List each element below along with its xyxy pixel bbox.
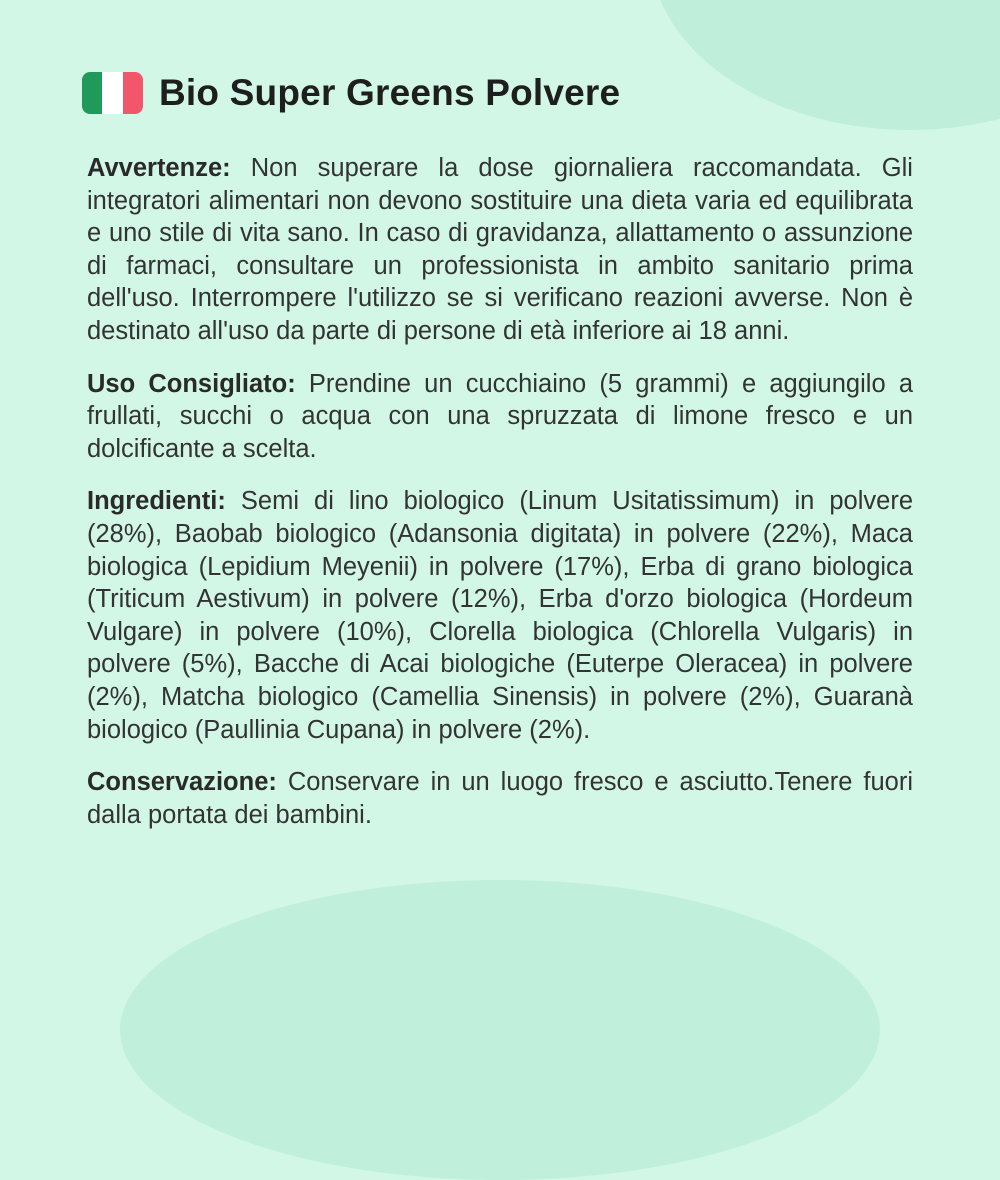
section-conservazione <box>87 766 913 831</box>
header <box>82 72 620 114</box>
section-label: Ingredienti: <box>87 487 226 516</box>
decorative-blob-bottom <box>120 880 880 1180</box>
italy-flag-icon <box>82 72 143 114</box>
product-info <box>87 152 913 851</box>
section-text: Non superare la dose giornaliera raccomandata. Gli integratori alimentari non devono sostituire una dieta varia ed equilibrata e uno stile di vita sano. In caso di gravidanza, allattamento o assunzione di farmaci, consultare un professionista in ambito sanitario prima dell'uso. Interrompere l'utilizzo se si verificano reazioni avverse. Non è destinato all'uso da parte di persone di età inferiore ai 18 anni. <box>87 154 913 345</box>
section-label: Avvertenze: <box>87 154 231 182</box>
flag-stripe-green <box>82 72 102 114</box>
section-text: Conservare in un luogo fresco e asciutto.Tenere fuori dalla portata dei bambini. <box>87 768 913 829</box>
section-label: Uso Consigliato: <box>87 369 296 398</box>
section-ingredienti <box>87 485 913 746</box>
section-text: Prendine un cucchiaino (5 grammi) e aggiungilo a frullati, succhi o acqua con una spruzzata di limone fresco e un dolcificante a scelta. <box>87 369 913 463</box>
section-avvertenze <box>87 152 913 348</box>
section-label: Conservazione: <box>87 768 277 797</box>
section-uso-consigliato <box>87 368 913 466</box>
page-title: Bio Super Greens Polvere <box>159 72 621 113</box>
flag-stripe-white <box>102 72 122 114</box>
section-text: Semi di lino biologico (Linum Usitatissimum) in polvere (28%), Baobab biologico (Adansonia digitata) in polvere (22%), Maca biologica (Lepidium Meyenii) in polvere (17%), Erba di grano biologica (Triticum Aestivum) in polvere (12%), Erba d'orzo biologica (Hordeum Vulgare) in polvere (10%), Clorella biologica (Chlorella Vulgaris) in polvere (5%), Bacche di Acai biologiche (Euterpe Oleracea) in polvere (2%), Matcha biologico (Camellia Sinensis) in polvere (2%), Guaranà biologico (Paullinia Cupana) in polvere (2%). <box>87 487 914 744</box>
decorative-blob-top <box>650 0 1000 130</box>
flag-stripe-red <box>123 72 143 114</box>
